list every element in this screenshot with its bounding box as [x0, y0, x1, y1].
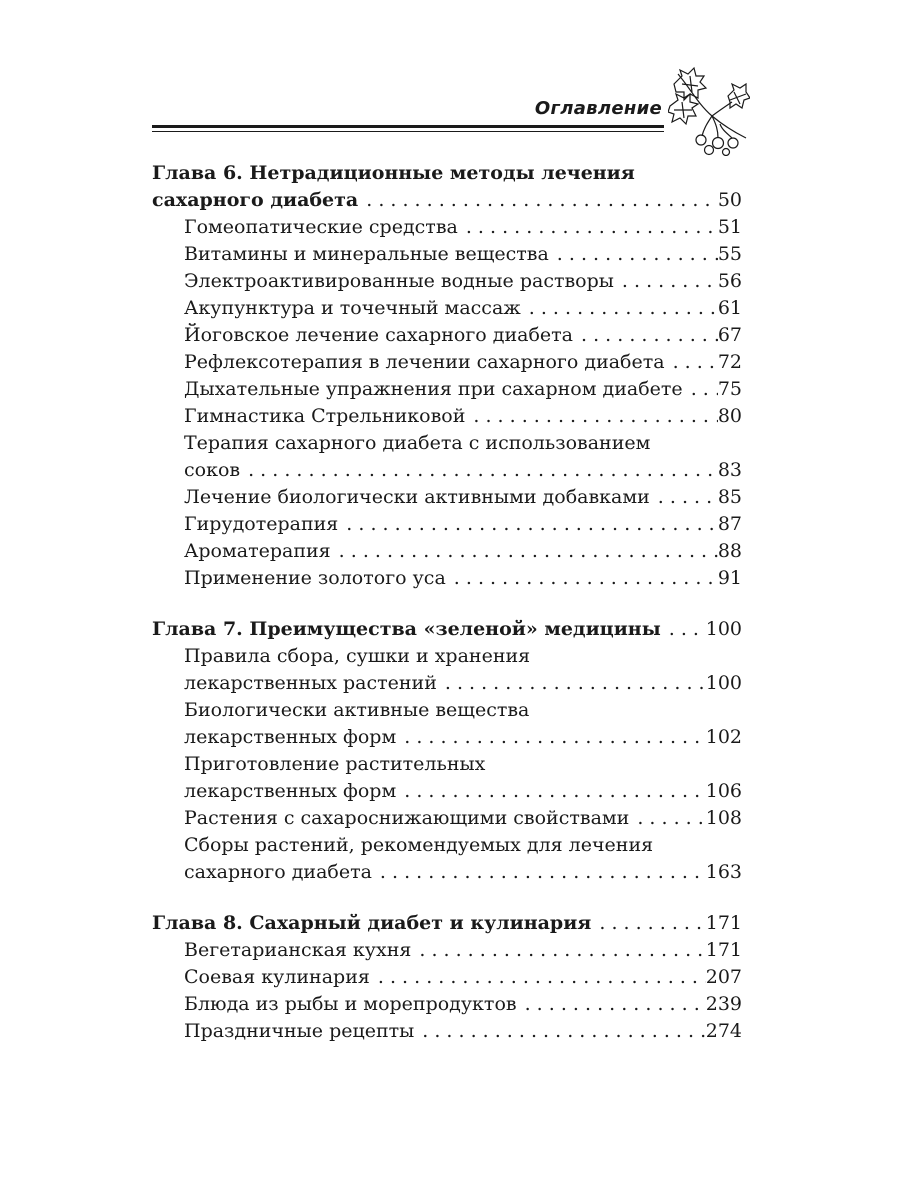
entry-label: Акупунктура и точечный массаж — [184, 297, 521, 319]
entry-page: 88 — [717, 540, 742, 562]
entry-label: соков — [184, 459, 241, 481]
entry-page: 87 — [717, 513, 742, 535]
toc-entry[interactable] — [152, 403, 742, 430]
entry-label: Растения с сахароснижающими свойствами — [184, 807, 630, 829]
entry-page: 75 — [717, 378, 742, 400]
toc-entry[interactable] — [152, 484, 742, 511]
dot-leader — [437, 670, 706, 697]
toc-entry[interactable] — [152, 376, 742, 403]
chapter-6-heading[interactable] — [152, 160, 742, 187]
entry-label: Приготовление растительных — [184, 753, 486, 775]
entry-page: 61 — [717, 297, 742, 319]
toc-entry[interactable] — [152, 1018, 742, 1045]
toc-entry[interactable] — [152, 937, 742, 964]
section-gap — [152, 886, 742, 910]
dot-leader — [446, 565, 718, 592]
chapter-7-title: Глава 7. Преимущества «зеленой» медицины — [152, 618, 661, 640]
chapter-8-title: Глава 8. Сахарный диабет и кулинария — [152, 912, 592, 934]
dot-leader — [591, 910, 705, 937]
entry-label: сахарного диабета — [184, 861, 372, 883]
dot-leader — [521, 295, 718, 322]
entry-label: Вегетарианская кухня — [184, 939, 412, 961]
toc-entry[interactable] — [152, 349, 742, 376]
section-gap — [152, 592, 742, 616]
entry-label: Терапия сахарного диабета с использованием — [184, 432, 651, 454]
toc-entry-line1[interactable] — [152, 430, 742, 457]
toc-entry-line2[interactable] — [152, 778, 742, 805]
entry-label: Блюда из рыбы и морепродуктов — [184, 993, 517, 1015]
chapter-7-heading[interactable] — [152, 616, 742, 643]
page-header-title: Оглавление — [534, 98, 662, 119]
toc-entry-line2[interactable] — [152, 724, 742, 751]
toc-entry[interactable] — [152, 322, 742, 349]
toc-entry[interactable] — [152, 991, 742, 1018]
dot-leader — [396, 778, 706, 805]
entry-page: 106 — [705, 780, 742, 802]
toc-entry-line2[interactable] — [152, 670, 742, 697]
entry-label: Праздничные рецепты — [184, 1020, 415, 1042]
entry-label: Электроактивированные водные растворы — [184, 270, 614, 292]
entry-page: 163 — [705, 861, 742, 883]
entry-page: 102 — [705, 726, 742, 748]
currant-branch-icon — [668, 66, 750, 156]
toc-entry-line1[interactable] — [152, 751, 742, 778]
toc-entry-line2[interactable] — [152, 859, 742, 886]
entry-label: Рефлексотерапия в лечении сахарного диабета — [184, 351, 665, 373]
toc-entry[interactable] — [152, 295, 742, 322]
toc-entry[interactable] — [152, 511, 742, 538]
entry-page: 51 — [717, 216, 742, 238]
dot-leader — [414, 1018, 705, 1045]
header-rule-thick — [152, 125, 664, 128]
toc-entry[interactable] — [152, 241, 742, 268]
entry-label: Ароматерапия — [184, 540, 331, 562]
dot-leader — [396, 724, 706, 751]
toc-entry-line1[interactable] — [152, 697, 742, 724]
entry-label: Биологически активные вещества — [184, 699, 530, 721]
dot-leader — [683, 376, 718, 403]
entry-label: Дыхательные упражнения при сахарном диабете — [184, 378, 683, 400]
entry-label: Гимнастика Стрельниковой — [184, 405, 466, 427]
entry-label: Сборы растений, рекомендуемых для лечения — [184, 834, 654, 856]
entry-label: лекарственных форм — [184, 780, 397, 802]
dot-leader — [338, 511, 718, 538]
toc-entry[interactable] — [152, 565, 742, 592]
entry-label: лекарственных форм — [184, 726, 397, 748]
dot-leader — [665, 349, 718, 376]
dot-leader — [372, 859, 706, 886]
dot-leader — [661, 616, 706, 643]
entry-page: 67 — [717, 324, 742, 346]
entry-label: Гомеопатические средства — [184, 216, 458, 238]
entry-page: 100 — [705, 672, 742, 694]
toc-entry-line1[interactable] — [152, 832, 742, 859]
dot-leader — [465, 403, 717, 430]
dot-leader — [549, 241, 718, 268]
dot-leader — [573, 322, 718, 349]
toc-entry-line2[interactable] — [152, 457, 742, 484]
entry-label: Витамины и минеральные вещества — [184, 243, 549, 265]
dot-leader — [650, 484, 718, 511]
chapter-7-page: 100 — [705, 618, 742, 640]
chapter-6-page: 50 — [717, 189, 742, 211]
toc-entry[interactable] — [152, 268, 742, 295]
entry-page: 207 — [705, 966, 742, 988]
chapter-6-heading-cont[interactable] — [152, 187, 742, 214]
dot-leader — [331, 538, 718, 565]
entry-page: 85 — [717, 486, 742, 508]
dot-leader — [240, 457, 718, 484]
entry-page: 72 — [717, 351, 742, 373]
entry-page: 80 — [717, 405, 742, 427]
dot-leader — [629, 805, 705, 832]
entry-label: Соевая кулинария — [184, 966, 370, 988]
dot-leader — [614, 268, 718, 295]
header-rule-thin — [152, 131, 664, 132]
entry-page: 171 — [705, 939, 742, 961]
dot-leader — [370, 964, 706, 991]
entry-page: 83 — [717, 459, 742, 481]
dot-leader — [358, 187, 718, 214]
entry-page: 108 — [705, 807, 742, 829]
entry-label: Правила сбора, сушки и хранения — [184, 645, 531, 667]
entry-page: 274 — [705, 1020, 742, 1042]
table-of-contents — [152, 160, 742, 1045]
dot-leader — [411, 937, 705, 964]
entry-label: Применение золотого уса — [184, 567, 446, 589]
toc-entry[interactable] — [152, 805, 742, 832]
chapter-6-title-line2: сахарного диабета — [152, 189, 359, 211]
entry-label: лекарственных растений — [184, 672, 437, 694]
dot-leader — [458, 214, 718, 241]
entry-label: Гирудотерапия — [184, 513, 339, 535]
entry-page: 55 — [717, 243, 742, 265]
dot-leader — [517, 991, 706, 1018]
entry-page: 91 — [717, 567, 742, 589]
entry-page: 56 — [717, 270, 742, 292]
toc-entry[interactable] — [152, 964, 742, 991]
chapter-6-title-line1: Глава 6. Нетрадиционные методы лечения — [152, 162, 635, 184]
toc-entry[interactable] — [152, 214, 742, 241]
toc-entry-line1[interactable] — [152, 643, 742, 670]
entry-page: 239 — [705, 993, 742, 1015]
chapter-8-page: 171 — [705, 912, 742, 934]
entry-label: Лечение биологически активными добавками — [184, 486, 650, 508]
entry-label: Йоговское лечение сахарного диабета — [184, 324, 573, 346]
toc-entry[interactable] — [152, 538, 742, 565]
chapter-8-heading[interactable] — [152, 910, 742, 937]
